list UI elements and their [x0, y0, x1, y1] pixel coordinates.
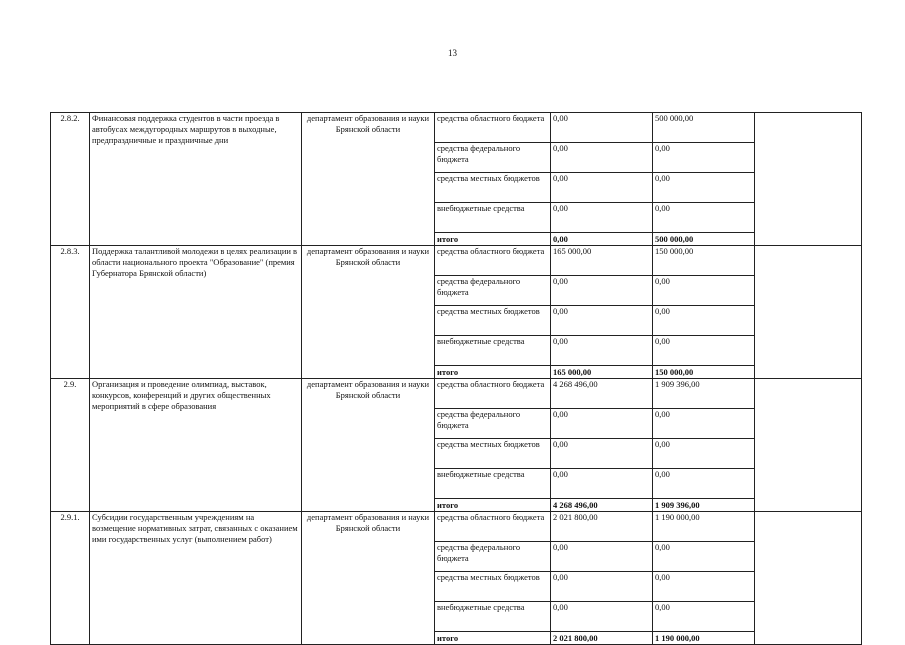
amount-v2: 0,00 — [653, 469, 755, 499]
amount-v2: 0,00 — [653, 173, 755, 203]
amount-v2: 0,00 — [653, 572, 755, 602]
item-name: Организация и проведение олимпиад, выставок, конкурсов, конференций и других общественных мероприятий в сфере образования — [90, 379, 302, 512]
total-amount-v2: 150 000,00 — [653, 366, 755, 379]
total-label: итого — [435, 499, 551, 512]
amount-v1: 2 021 800,00 — [551, 512, 653, 542]
total-amount-v1: 165 000,00 — [551, 366, 653, 379]
empty-cell — [755, 512, 862, 645]
total-amount-v1: 0,00 — [551, 233, 653, 246]
funding-source: средства федерального бюджета — [435, 542, 551, 572]
amount-v1: 0,00 — [551, 439, 653, 469]
total-label: итого — [435, 233, 551, 246]
total-label: итого — [435, 366, 551, 379]
amount-v2: 500 000,00 — [653, 113, 755, 143]
amount-v2: 150 000,00 — [653, 246, 755, 276]
funding-source: средства федерального бюджета — [435, 276, 551, 306]
total-amount-v2: 500 000,00 — [653, 233, 755, 246]
total-amount-v2: 1 190 000,00 — [653, 632, 755, 645]
total-amount-v1: 2 021 800,00 — [551, 632, 653, 645]
item-number: 2.8.2. — [51, 113, 90, 246]
amount-v1: 0,00 — [551, 276, 653, 306]
amount-v1: 165 000,00 — [551, 246, 653, 276]
amount-v2: 0,00 — [653, 143, 755, 173]
amount-v2: 1 909 396,00 — [653, 379, 755, 409]
item-executor: департамент образования и науки Брянской области — [302, 113, 435, 246]
table-row — [51, 512, 862, 542]
total-amount-v1: 4 268 496,00 — [551, 499, 653, 512]
funding-source: средства местных бюджетов — [435, 439, 551, 469]
amount-v2: 0,00 — [653, 203, 755, 233]
item-name: Финансовая поддержка студентов в части проезда в автобусах междугородных маршрутов в выходные, предпраздничные и праздничные дни — [90, 113, 302, 246]
item-executor: департамент образования и науки Брянской области — [302, 379, 435, 512]
amount-v2: 0,00 — [653, 542, 755, 572]
amount-v1: 0,00 — [551, 409, 653, 439]
funding-source: средства областного бюджета — [435, 246, 551, 276]
amount-v2: 0,00 — [653, 439, 755, 469]
funding-source: внебюджетные средства — [435, 602, 551, 632]
amount-v1: 0,00 — [551, 542, 653, 572]
funding-source: внебюджетные средства — [435, 203, 551, 233]
amount-v2: 0,00 — [653, 409, 755, 439]
amount-v1: 0,00 — [551, 602, 653, 632]
item-number: 2.8.3. — [51, 246, 90, 379]
page-number: 13 — [448, 48, 457, 58]
funding-source: средства федерального бюджета — [435, 143, 551, 173]
total-label: итого — [435, 632, 551, 645]
funding-source: средства федерального бюджета — [435, 409, 551, 439]
table-row — [51, 379, 862, 409]
funding-source: средства местных бюджетов — [435, 572, 551, 602]
funding-source: средства областного бюджета — [435, 379, 551, 409]
funding-source: внебюджетные средства — [435, 336, 551, 366]
amount-v1: 0,00 — [551, 572, 653, 602]
funding-source: средства местных бюджетов — [435, 173, 551, 203]
total-amount-v2: 1 909 396,00 — [653, 499, 755, 512]
empty-cell — [755, 113, 862, 246]
amount-v1: 0,00 — [551, 113, 653, 143]
item-executor: департамент образования и науки Брянской области — [302, 512, 435, 645]
amount-v2: 0,00 — [653, 276, 755, 306]
funding-source: средства областного бюджета — [435, 113, 551, 143]
funding-source: средства местных бюджетов — [435, 306, 551, 336]
amount-v2: 0,00 — [653, 306, 755, 336]
table-row — [51, 246, 862, 276]
amount-v2: 0,00 — [653, 336, 755, 366]
item-number: 2.9. — [51, 379, 90, 512]
amount-v1: 0,00 — [551, 173, 653, 203]
item-name: Субсидии государственным учреждениям на возмещение нормативных затрат, связанных с оказанием ими государственных услуг (выполнением работ) — [90, 512, 302, 645]
amount-v1: 0,00 — [551, 306, 653, 336]
amount-v1: 4 268 496,00 — [551, 379, 653, 409]
amount-v1: 0,00 — [551, 203, 653, 233]
amount-v2: 1 190 000,00 — [653, 512, 755, 542]
amount-v1: 0,00 — [551, 143, 653, 173]
empty-cell — [755, 379, 862, 512]
table-row — [51, 113, 862, 143]
funding-source: внебюджетные средства — [435, 469, 551, 499]
item-executor: департамент образования и науки Брянской области — [302, 246, 435, 379]
amount-v1: 0,00 — [551, 469, 653, 499]
empty-cell — [755, 246, 862, 379]
funding-source: средства областного бюджета — [435, 512, 551, 542]
amount-v2: 0,00 — [653, 602, 755, 632]
amount-v1: 0,00 — [551, 336, 653, 366]
item-name: Поддержка талантливой молодежи в целях реализации в области национального проекта "Образование" (премия Губернатора Брянской области) — [90, 246, 302, 379]
budget-table — [50, 112, 862, 645]
item-number: 2.9.1. — [51, 512, 90, 645]
